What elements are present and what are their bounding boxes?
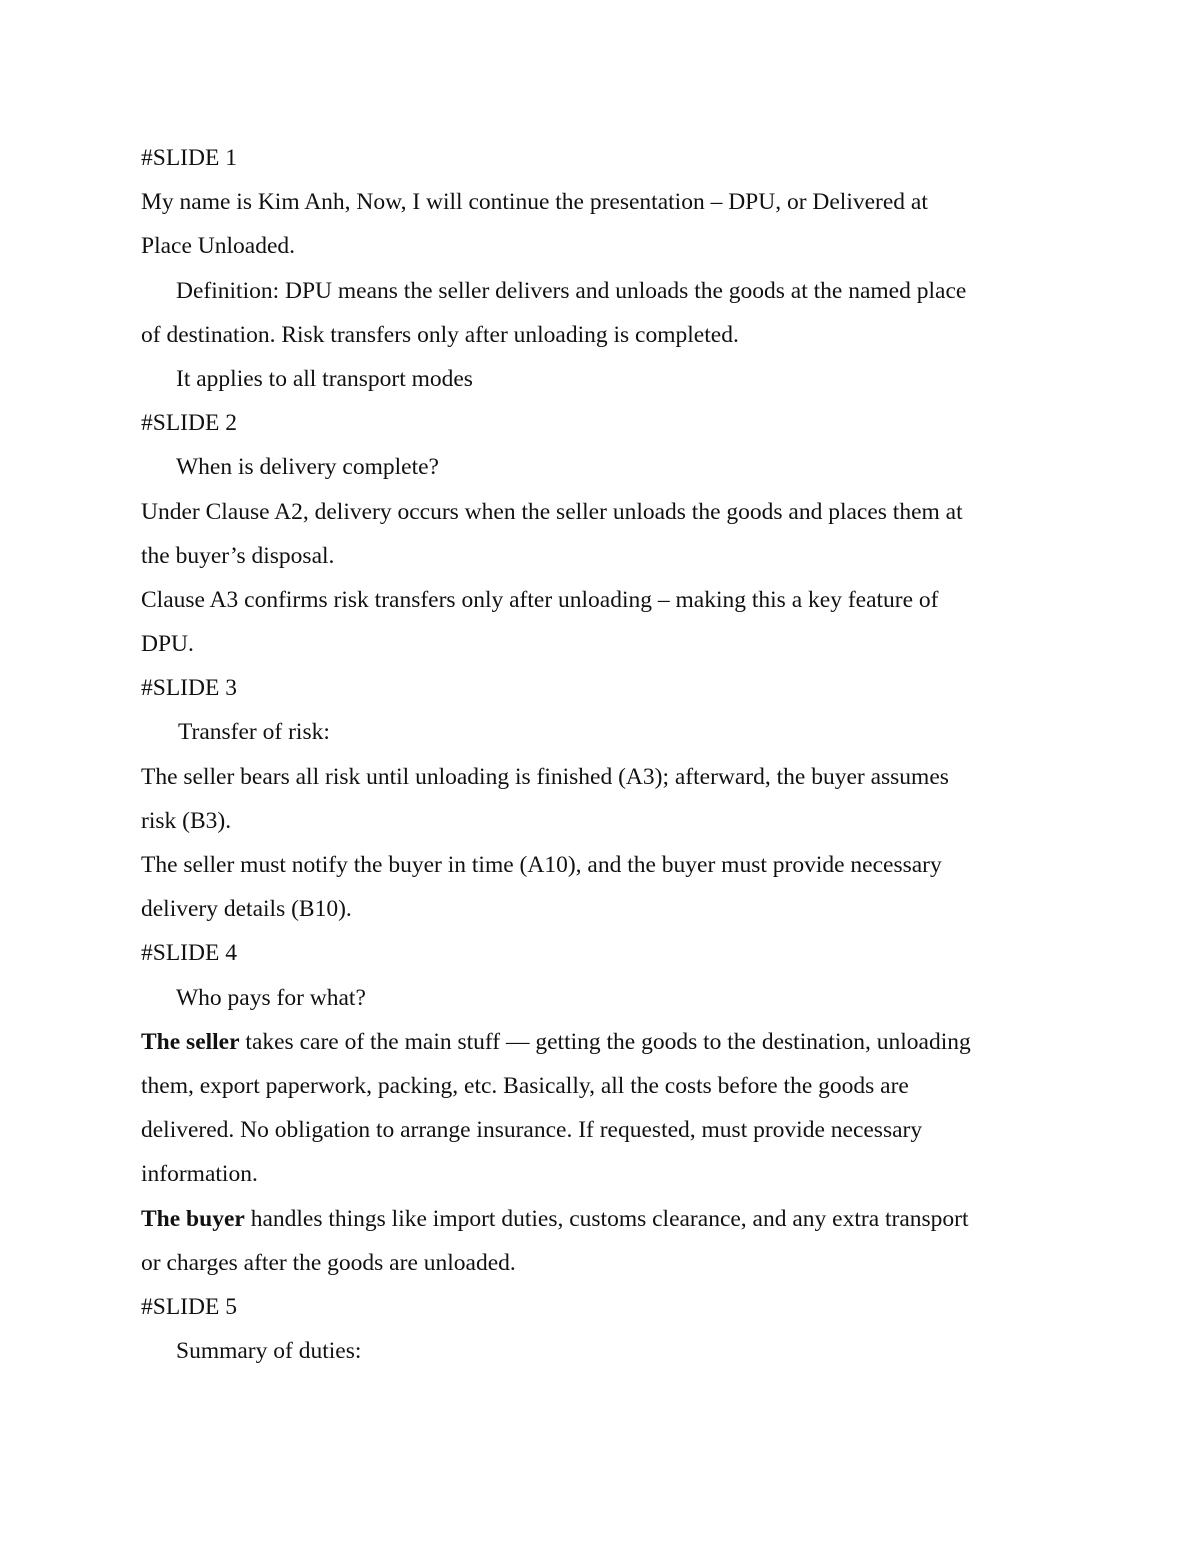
slide-4-buyer-line-2: or charges after the goods are unloaded. <box>141 1249 516 1276</box>
seller-label: The seller <box>141 1028 240 1055</box>
slide-5-heading: #SLIDE 5 <box>141 1293 237 1320</box>
slide-2-question: When is delivery complete? <box>176 454 439 481</box>
document-body <box>141 136 1061 1373</box>
slide-5-subheading: Summary of duties: <box>176 1338 362 1365</box>
slide-3-heading: #SLIDE 3 <box>141 675 237 702</box>
slide-4-subheading: Who pays for what? <box>176 984 366 1011</box>
slide-1-heading: #SLIDE 1 <box>141 145 237 171</box>
slide-2-clause-a2-line-2: the buyer’s disposal. <box>141 542 335 569</box>
slide-3-notify-line-1: The seller must notify the buyer in time (A10), and the buyer must provide necessary <box>141 852 942 878</box>
slide-4-buyer-line-1 <box>141 1197 1061 1241</box>
slide-3-risk-line-2: risk (B3). <box>141 807 232 834</box>
slide-1-definition-line-1: Definition: DPU means the seller delivers and unloads the goods at the named place <box>176 277 967 304</box>
slide-2-heading: #SLIDE 2 <box>141 410 237 437</box>
slide-3-subheading: Transfer of risk: <box>178 719 330 746</box>
slide-2-clause-a3-line-2: DPU. <box>141 631 194 658</box>
slide-4-seller-line-2: them, export paperwork, packing, etc. Basically, all the costs before the goods are <box>141 1072 909 1099</box>
slide-2-clause-a2-line-1: Under Clause A2, delivery occurs when the seller unloads the goods and places them at <box>141 498 963 525</box>
slide-1-intro-line-2: Place Unloaded. <box>141 233 296 260</box>
slide-1-definition-line-2: of destination. Risk transfers only after unloading is completed. <box>141 321 739 348</box>
slide-4-seller-line-3: delivered. No obligation to arrange insurance. If requested, must provide necessary <box>141 1117 923 1144</box>
buyer-text: handles things like import duties, customs clearance, and any extra transport <box>244 1205 969 1232</box>
slide-4-heading: #SLIDE 4 <box>141 940 237 967</box>
buyer-label: The buyer <box>141 1205 245 1232</box>
slide-3-risk-line-1: The seller bears all risk until unloading is finished (A3); afterward, the buyer assumes <box>141 763 949 790</box>
slide-3-notify-line-2: delivery details (B10). <box>141 896 352 923</box>
slide-1-applies: It applies to all transport modes <box>176 365 473 392</box>
slide-2-clause-a3-line-1: Clause A3 confirms risk transfers only after unloading – making this a key feature of <box>141 586 939 613</box>
slide-1-intro-line-1: My name is Kim Anh, Now, I will continue the presentation – DPU, or Delivered at <box>141 189 928 216</box>
slide-4-seller-line-1 <box>141 1020 1061 1064</box>
slide-4-seller-line-4: information. <box>141 1161 258 1188</box>
seller-text: takes care of the main stuff — getting the goods to the destination, unloading <box>239 1028 971 1055</box>
